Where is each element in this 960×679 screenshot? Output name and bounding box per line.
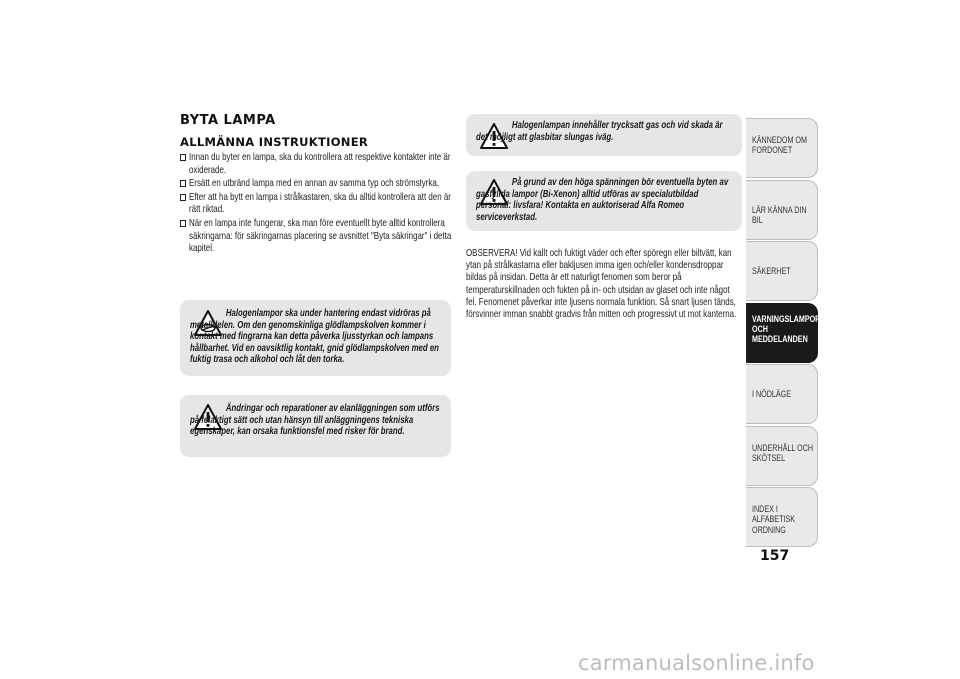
checkbox-bullet-icon <box>180 180 186 187</box>
warning-box-xenon-voltage <box>466 171 742 231</box>
warning-text: Ändringar och reparationer av elanläggningen som utförs på felaktigt sätt och utan hänsyn till anläggningens tekniska egenskaper, kan orsaka funktionsfel med risker för brand. <box>190 403 440 438</box>
watermark: carmanualsonline.info <box>578 651 815 675</box>
tab-sakerhet[interactable]: SÄKERHET <box>746 241 818 301</box>
list-item: Ersätt en utbränd lampa med en annan av samma typ och strömstyrka. <box>180 178 452 191</box>
checkbox-bullet-icon <box>180 194 186 201</box>
list-item: Innan du byter en lampa, ska du kontrollera att respektive kontakter inte är oxiderade. <box>180 152 452 177</box>
tab-lar-kanna-din-bil[interactable]: LÄR KÄNNA DIN BIL <box>746 180 818 240</box>
checkbox-bullet-icon <box>180 220 186 227</box>
warning-box-electrical-repairs <box>180 395 451 457</box>
warning-text: På grund av den höga spänningen bör eventuella byten av gasfyllda lampor (Bi-Xenon) alltid utföras av specialutbildad personal: livsfara! Kontakta en auktoriserad Alfa Romeo serviceverkstad. <box>476 177 729 223</box>
tab-i-nodlage[interactable]: I NÖDLÄGE <box>746 364 818 424</box>
section-title: BYTA LAMPA <box>180 113 276 128</box>
tab-kannedom-om-fordonet[interactable]: KÄNNEDOM OM FORDONET <box>746 118 818 178</box>
warning-box-pressurized-gas <box>466 114 742 156</box>
list-item: När en lampa inte fungerar, ska man före eventuellt byte alltid kontrollera säkringarna: för säkringarnas placering se avsnittet "Byta säkringar" i detta kapitel. <box>180 218 452 256</box>
page-number: 157 <box>760 548 790 564</box>
list-item: Efter att ha bytt en lampa i strålkastaren, ska du alltid kontrollera att den är rätt riktad. <box>180 192 452 217</box>
instruction-list <box>180 152 452 256</box>
left-column <box>180 113 452 257</box>
checkbox-bullet-icon <box>180 154 186 161</box>
observation-paragraph: OBSERVERA! Vid kallt och fuktigt väder och efter spöregn eller biltvätt, kan ytan på strålkastarna eller bakljusen imma igen och/eller kondensdroppar bildas på insidan. Detta är ett naturligt fenomen som beror på temperaturskillnaden och fukten på in- och utsidan av glaset och inte något fel. Fenomenet påverkar inte ljusens normala funktion. Så snart ljusen tänds, försvinner imman snabbt gradvis från mitten och progressivt ut mot kanterna. <box>466 248 737 321</box>
section-subtitle: ALLMÄNNA INSTRUKTIONER <box>180 135 369 149</box>
warning-text: Halogenlampan innehåller trycksatt gas och vid skada är det möjligt att glasbitar slungas iväg. <box>476 120 723 143</box>
chapter-tabs <box>746 118 821 549</box>
tab-underhall-och-skotsel[interactable]: UNDERHÅLL OCH SKÖTSEL <box>746 426 818 486</box>
tab-index-i-alfabetisk-ordning[interactable]: INDEX I ALFABETISK ORDNING <box>746 487 818 547</box>
warning-box-halogen-handling <box>180 300 451 376</box>
tab-varningslampor-och-meddelanden[interactable]: VARNINGSLAMPOR OCH MEDDELANDEN <box>746 303 818 363</box>
warning-text: Halogenlampor ska under hantering endast vidröras på metalldelen. Om den genomskinliga glödlampskolven kommer i kontakt med fingrarna kan detta påverka ljusstyrkan och lampans hållbarhet. Vid en oavsiktlig kontakt, gnid glödlampskolven med en fuktig trasa och alkohol och låt den torka. <box>190 308 439 366</box>
